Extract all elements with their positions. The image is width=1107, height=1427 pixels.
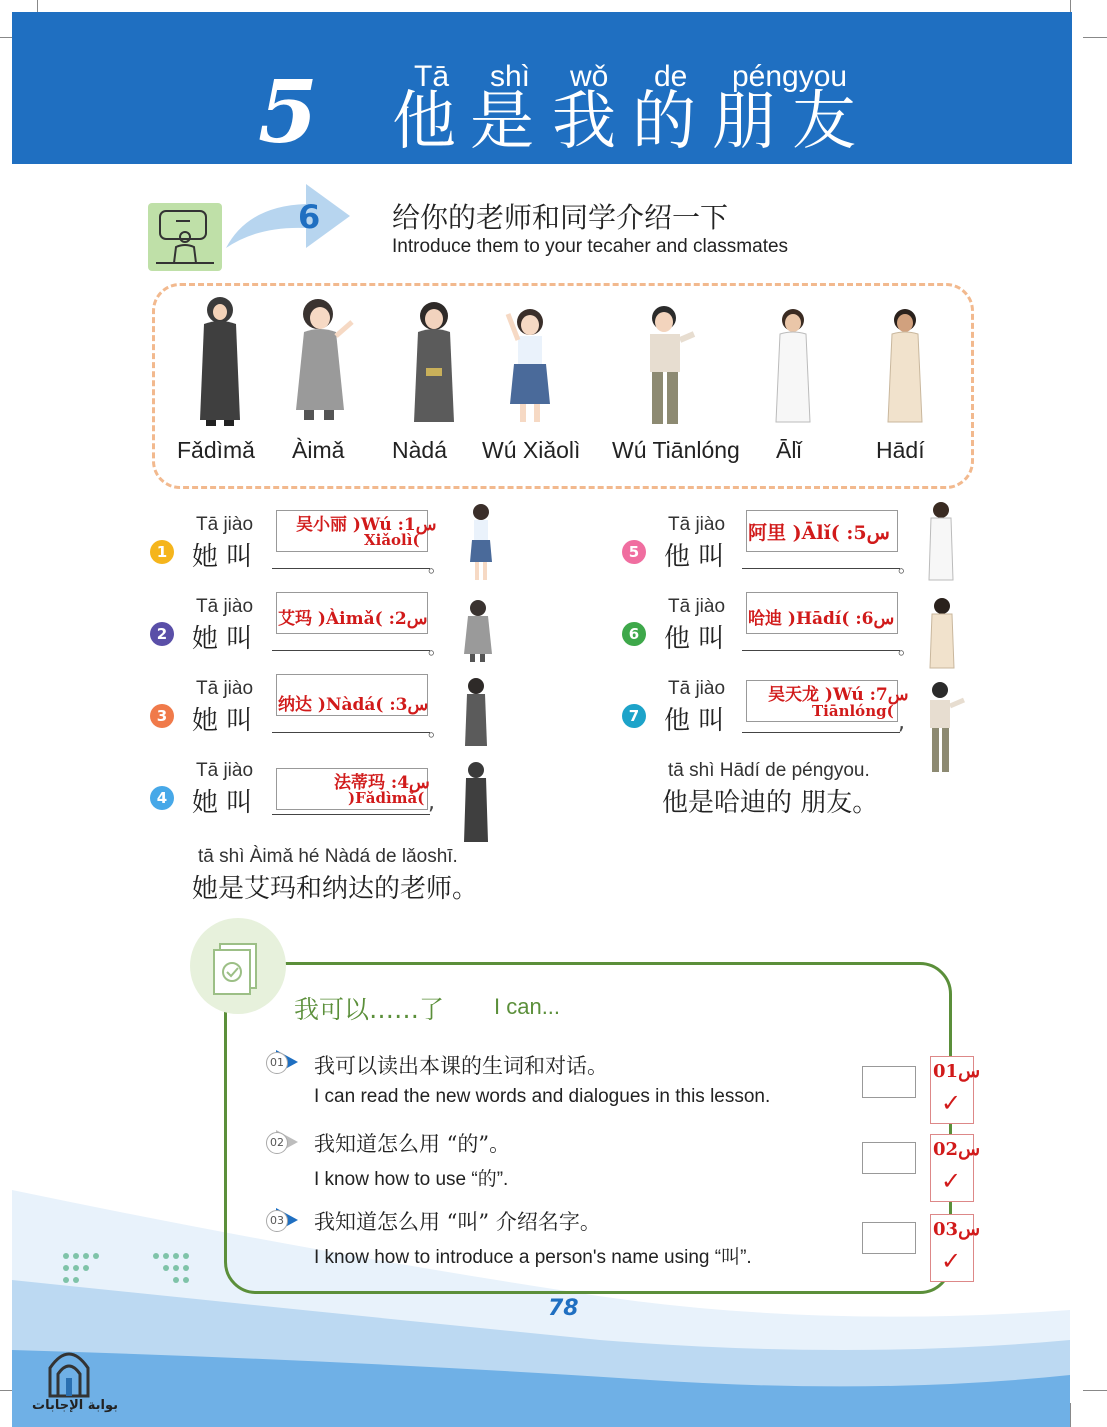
exercise-chinese: 她 叫 [192, 624, 253, 654]
character-name: Àimǎ [292, 437, 345, 463]
character-hadi-figure [880, 304, 930, 428]
dot-pattern [62, 1250, 202, 1290]
i-can-item-cn: 我知道怎么用 “的”。 [314, 1132, 511, 1156]
character-wu-xiaoli-figure [500, 300, 560, 426]
item-marker [262, 1128, 292, 1154]
wu-tianlong-thumbnail [920, 680, 970, 776]
sentence-right-pinyin: tā shì Hādí de péngyou. [668, 760, 870, 781]
stamp-label: 01س [933, 1061, 981, 1082]
checkmark-icon: ✓ [941, 1167, 962, 1195]
activity-number: 6 [298, 198, 321, 236]
character-aima-figure [282, 292, 362, 428]
i-can-item-cn: 我可以读出本课的生词和对话。 [314, 1054, 608, 1078]
title-chinese: 朋 [712, 85, 776, 159]
character-name: Nàdá [392, 437, 447, 463]
self-check-box[interactable] [862, 1142, 916, 1174]
checkmark-icon: ✓ [941, 1089, 962, 1117]
item-number: 02 [266, 1132, 288, 1154]
character-ali-figure [768, 304, 818, 428]
exercise-number-badge: 4 [150, 786, 174, 810]
sentence-end: , [428, 790, 435, 815]
answer-line [742, 650, 900, 651]
title-chinese: 我 [552, 85, 616, 159]
watermark-text: بوابة الإجابات [32, 1398, 118, 1413]
exercise-chinese: 他 叫 [664, 624, 725, 654]
answer-text: 阿里 )Ālǐ( :5س [748, 522, 890, 544]
stamp-label: 03س [933, 1219, 981, 1240]
title-pinyin: shì [490, 60, 531, 93]
item-number: 01 [266, 1052, 288, 1074]
exercise-pinyin: Tā jiào [196, 514, 254, 535]
checkmark-icon: ✓ [941, 1247, 962, 1275]
lesson-header [12, 12, 1072, 164]
sentence-end: , [898, 710, 905, 735]
sentence-end: 。 [898, 556, 916, 577]
title-pinyin: de [654, 60, 688, 93]
answer-line [272, 650, 430, 651]
answer-line [272, 568, 430, 569]
exercise-pinyin: Tā jiào [196, 760, 254, 781]
item-marker [262, 1206, 292, 1232]
answer-line [272, 732, 430, 733]
exercise-pinyin: Tā jiào [668, 514, 726, 535]
title-chinese: 是 [470, 85, 534, 159]
sentence-end: 。 [428, 556, 446, 577]
exercise-number-badge: 2 [150, 622, 174, 646]
sentence-left-pinyin: tā shì Àimǎ hé Nàdá de lǎoshī. [198, 846, 458, 867]
character-name: Hādí [876, 437, 925, 463]
i-can-title-en: I can... [494, 994, 561, 1019]
i-can-item-cn: 我知道怎么用 “叫” 介绍名字。 [314, 1210, 601, 1234]
arrow-icon [218, 178, 358, 258]
nada-thumbnail [462, 676, 490, 748]
activity-title-cn: 给你的老师和同学介绍一下 [392, 201, 729, 234]
answer-line [272, 814, 430, 815]
character-nada-figure [406, 296, 462, 428]
lesson-number: 5 [258, 62, 318, 163]
i-can-item-en: I know how to use “的”. [314, 1169, 509, 1190]
exercise-number-badge: 6 [622, 622, 646, 646]
activity-title-en: Introduce them to your tecaher and classmates [392, 236, 789, 257]
stamp-label: 02س [933, 1139, 981, 1160]
title-pinyin: péngyou [732, 60, 848, 93]
exercise-chinese: 她 叫 [192, 788, 253, 818]
exercise-pinyin: Tā jiào [196, 678, 254, 699]
answer-text: 法蒂玛 :4س [334, 773, 430, 793]
exercise-chinese: 他 叫 [664, 542, 725, 572]
item-number: 03 [266, 1210, 288, 1232]
exercise-chinese: 他 叫 [664, 706, 725, 736]
answer-text-sub: )Fǎdìmǎ( [348, 789, 425, 807]
character-name: Ālǐ [776, 437, 802, 463]
exercise-pinyin: Tā jiào [668, 678, 726, 699]
hadi-thumbnail [928, 596, 956, 670]
answer-text: 哈迪 )Hādí( :6س [748, 609, 895, 629]
sentence-end: 。 [428, 638, 446, 659]
title-pinyin: wǒ [570, 60, 609, 93]
sentence-left-chinese: 她是艾玛和纳达的老师。 [192, 874, 479, 904]
page-number: 78 [548, 1296, 579, 1321]
answer-line [742, 568, 900, 569]
exercise-pinyin: Tā jiào [196, 596, 254, 617]
character-fadima-figure [192, 292, 248, 428]
exercise-chinese: 她 叫 [192, 542, 253, 572]
title-chinese: 的 [632, 85, 696, 159]
exercise-number-badge: 5 [622, 540, 646, 564]
sentence-right-chinese: 他是哈迪的 朋友。 [662, 788, 879, 818]
answer-text-sub: Tiānlóng( [812, 702, 894, 720]
character-wu-tianlong-figure [636, 300, 702, 428]
presenter-icon [148, 203, 222, 271]
exercise-number-badge: 1 [150, 540, 174, 564]
i-can-title-cn: 我可以……了 [294, 995, 445, 1024]
title-pinyin: Tā [414, 60, 450, 93]
item-marker [262, 1048, 292, 1074]
answer-text: 吴小丽 )Wú :1س [296, 515, 437, 535]
character-name: Wú Xiǎolì [482, 437, 581, 463]
fadima-thumbnail [460, 760, 492, 844]
answer-text: 纳达 )Nàdá( :3س [278, 695, 429, 715]
answer-stamp [930, 1134, 981, 1202]
answer-stamp [930, 1056, 981, 1124]
character-name: Fǎdìmǎ [177, 437, 255, 463]
i-can-item-en: I can read the new words and dialogues in this lesson. [314, 1086, 771, 1107]
answer-line [742, 732, 900, 733]
wu-xiaoli-thumbnail [464, 500, 498, 584]
aima-thumbnail [460, 598, 500, 664]
exercise-number-badge: 7 [622, 704, 646, 728]
title-chinese: 友 [792, 85, 856, 159]
i-can-item-en: I know how to introduce a person's name using “叫”. [314, 1247, 752, 1268]
sentence-end: 。 [428, 720, 446, 741]
self-check-box[interactable] [862, 1222, 916, 1254]
ali-thumbnail [926, 500, 956, 584]
answer-text: 吴天龙 )Wú :7س [768, 685, 909, 705]
character-name: Wú Tiānlóng [612, 437, 740, 463]
exercise-number-badge: 3 [150, 704, 174, 728]
exercise-chinese: 她 叫 [192, 706, 253, 736]
mosque-logo-icon [46, 1346, 92, 1398]
checklist-icon [190, 918, 286, 1014]
answer-stamp [930, 1214, 981, 1282]
answer-text-sub: Xiǎolì( [364, 531, 420, 549]
crop-mark [1083, 37, 1107, 38]
answer-text: 艾玛 )Àimǎ( :2س [278, 609, 428, 629]
title-chinese: 他 [392, 85, 456, 159]
sentence-end: 。 [898, 638, 916, 659]
self-check-box[interactable] [862, 1066, 916, 1098]
exercise-pinyin: Tā jiào [668, 596, 726, 617]
